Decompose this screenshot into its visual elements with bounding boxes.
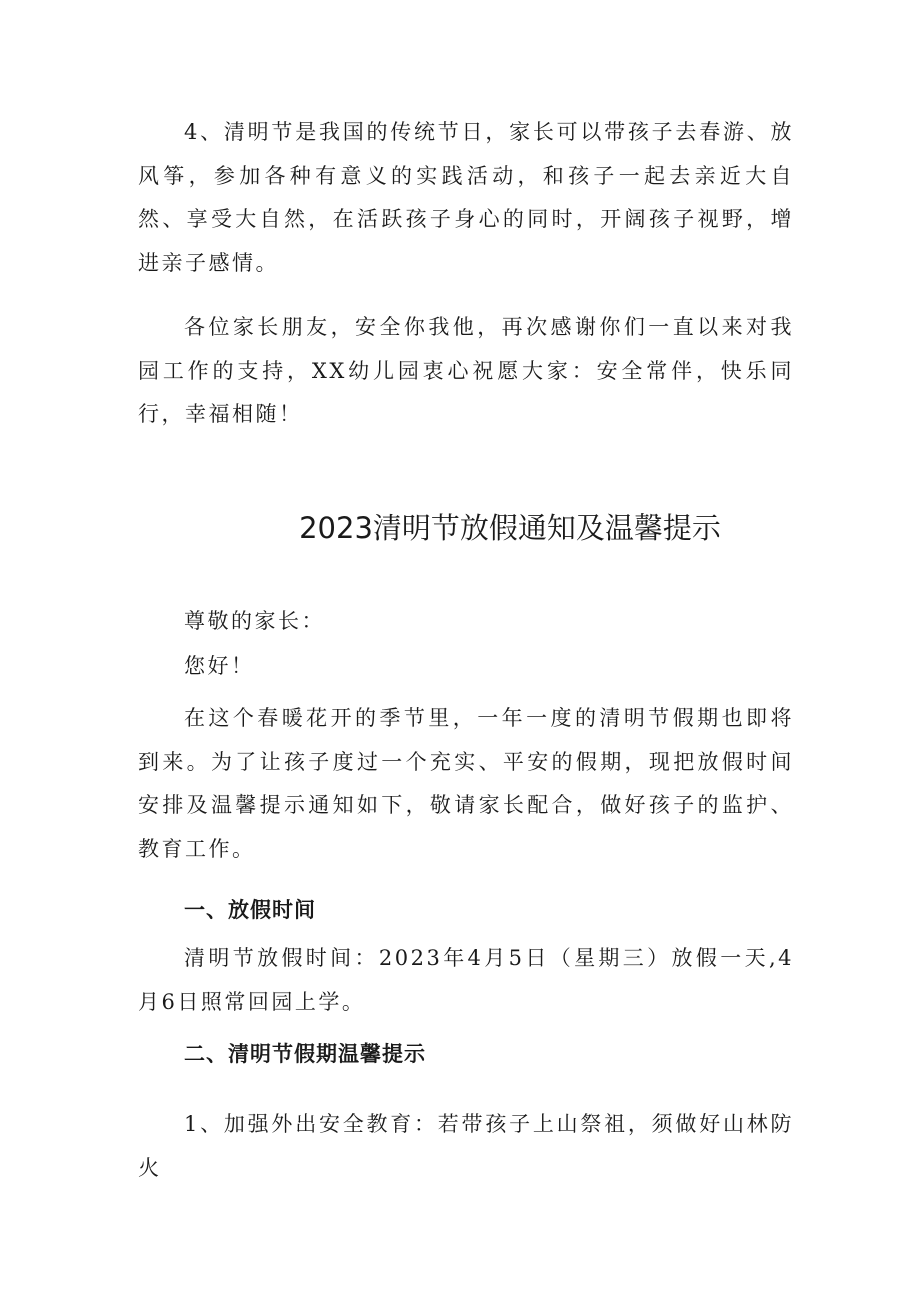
notice-title: 2023清明节放假通知及温馨提示: [299, 511, 721, 545]
paragraph-outing-tip: 4、清明节是我国的传统节日，家长可以带孩子去春游、放风筝，参加各种有意义的实践活动，和孩子一起去亲近大自然、享受大自然，在活跃孩子身心的同时，开阔孩子视野，增进亲子感情。: [138, 120, 794, 275]
paragraph-intro: 在这个春暖花开的季节里，一年一度的清明节假期也即将到来。为了让孩子度过一个充实、平安的假期，现把放假时间安排及温馨提示通知如下，敬请家长配合，做好孩子的监护、教育工作。: [138, 706, 794, 861]
section-heading-holiday-time: 一、放假时间: [184, 898, 316, 922]
section-heading-holiday-tips: 二、清明节假期温馨提示: [184, 1042, 426, 1066]
document-page: [138, 0, 794, 1301]
paragraph-closing-wishes: 各位家长朋友，安全你我他，再次感谢你们一直以来对我园工作的支持，XX幼儿园衷心祝愿大家：安全常伴，快乐同行，幸福相随！: [138, 315, 794, 426]
greeting: 您好！: [184, 654, 255, 678]
paragraph-holiday-time: 清明节放假时间：2023年4月5日（星期三）放假一天,4月6日照常回园上学。: [138, 946, 794, 1014]
paragraph-tip-1: 1、加强外出安全教育：若带孩子上山祭祖，须做好山林防火: [138, 1112, 794, 1180]
salutation: 尊敬的家长：: [184, 609, 325, 633]
